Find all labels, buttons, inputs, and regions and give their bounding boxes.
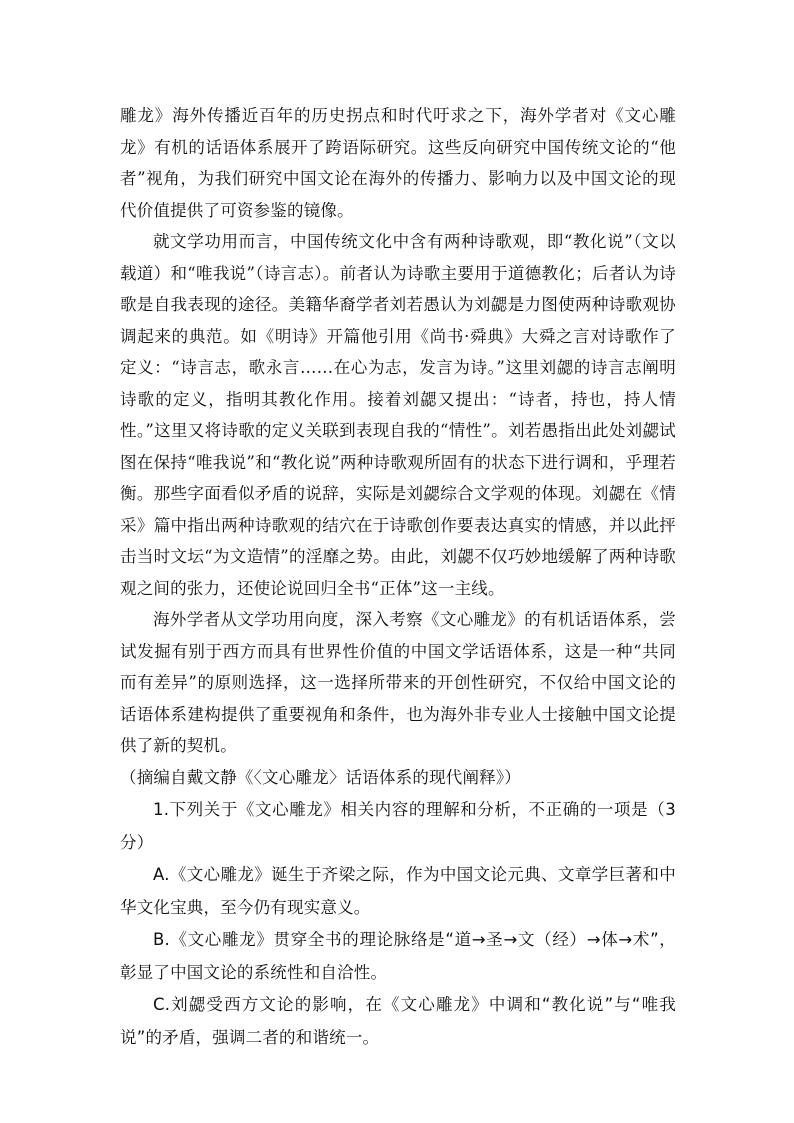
option-a: A.《文心雕龙》诞生于齐梁之际，作为中国文论元典、文章学巨著和中华文化宝典，至今仍有现实意义。 [120,865,676,917]
article-body [120,100,676,762]
article-source: （摘编自戴文静《〈文心雕龙〉话语体系的现代阐释》） [120,767,521,787]
article-paragraph-2: 就文学功用而言，中国传统文化中含有两种诗歌观，即“教化说”（文以载道）和“唯我说”（诗言志）。前者认为诗歌主要用于道德教化；后者认为诗歌是自我表现的途径。美籍华裔学者刘若愚认为刘勰是力图使两种诗歌观协调起来的典范。如《明诗》开篇他引用《尚书·舜典》大舜之言对诗歌作了定义：“诗言志，歌永言……在心为志，发言为诗。”这里刘勰的诗言志阐明诗歌的定义，指明其教化作用。接着刘勰又提出：“诗者，持也，持人情性。”这里又将诗歌的定义关联到表现自我的“情性”。刘若愚指出此处刘勰试图在保持“唯我说”和“教化说”两种诗歌观所固有的状态下进行调和，乎理若衡。那些字面看似矛盾的说辞，实际是刘勰综合文学观的体现。刘勰在《情采》篇中指出两种诗歌观的结穴在于诗歌创作要表达真实的情感，并以此抨击当时文坛“为文造情”的淫靡之势。由此，刘勰不仅巧妙地缓解了两种诗歌观之间的张力，还使论说回归全书“正体”这一主线。 [120,232,676,598]
article-paragraph-3: 海外学者从文学功用向度，深入考察《文心雕龙》的有机话语体系，尝试发掘有别于西方而具有世界性价值的中国文学话语体系，这是一种“共同而有差异”的原则选择，这一选择所带来的开创性研究，不仅给中国文论的话语体系建构提供了重要视角和条件，也为海外非专业人士接触中国文论提供了新的契机。 [120,610,676,755]
question-stem: 1.下列关于《文心雕龙》相关内容的理解和分析，不正确的一项是（3分） [120,800,676,852]
option-c: C.刘勰受西方文论的影响，在《文心雕龙》中调和“教化说”与“唯我说”的矛盾，强调二者的和谐统一。 [120,995,676,1047]
article-paragraph-1: 雕龙》海外传播近百年的历史拐点和时代吁求之下，海外学者对《文心雕龙》有机的话语体系展开了跨语际研究。这些反向研究中国传统文论的“他者”视角，为我们研究中国文论在海外的传播力、影响力以及中国文论的现代价值提供了可资参鉴的镜像。 [120,106,676,220]
document-page [120,100,676,1054]
option-b: B.《文心雕龙》贯穿全书的理论脉络是“道→圣→文（经）→体→术”，彰显了中国文论的系统性和自洽性。 [120,930,676,982]
question-section [120,762,676,1055]
